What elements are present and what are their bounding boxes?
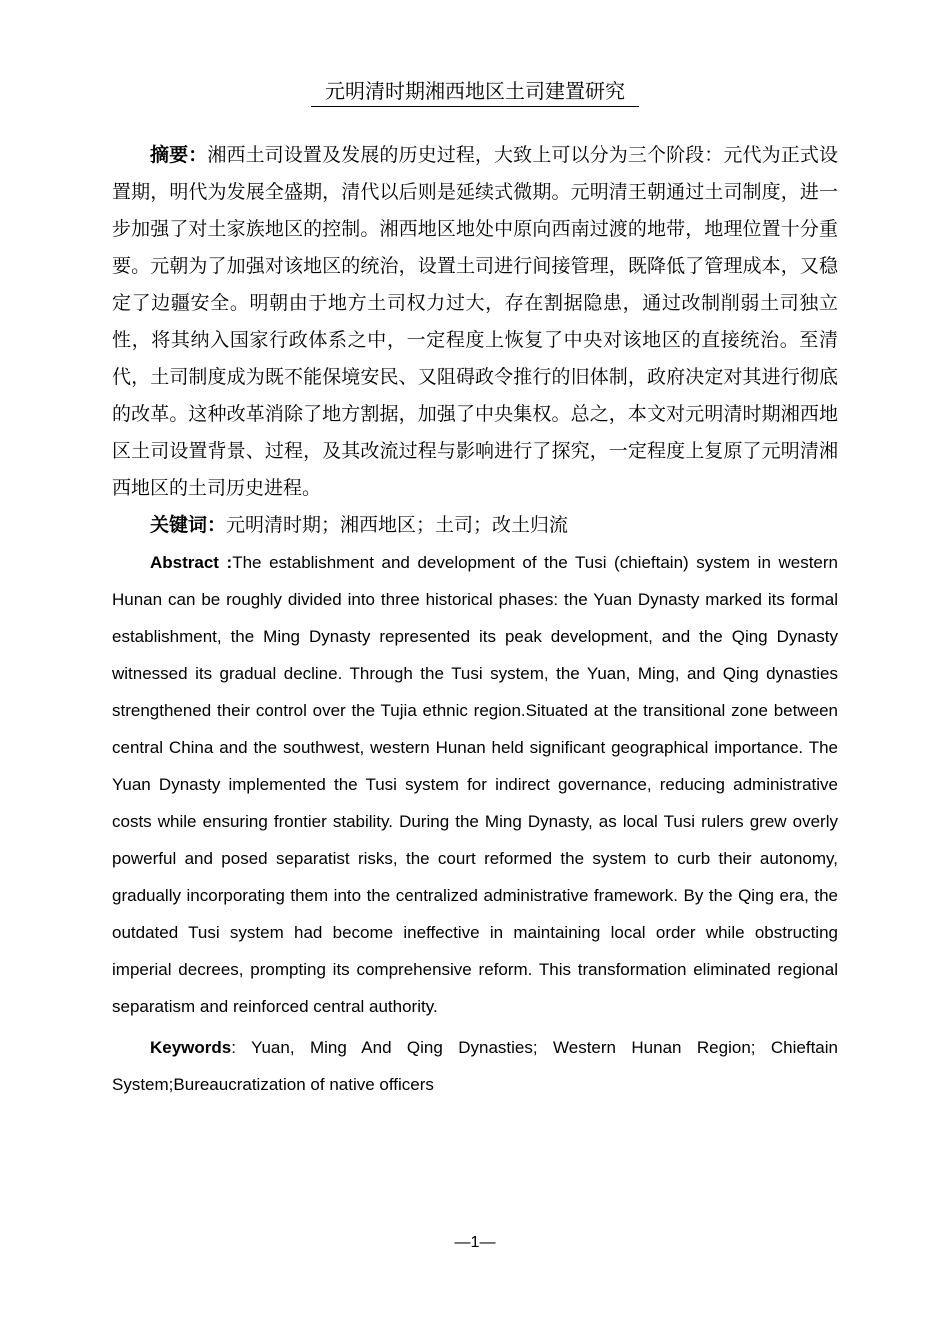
keywords-zh-label: 关键词： <box>150 515 227 536</box>
keywords-en-text: : Yuan, Ming And Qing Dynasties; Western Hunan Region; Chieftain System;Bureaucratization of native officers <box>112 1038 838 1094</box>
page-number: —1— <box>454 1234 496 1251</box>
page-title-text: 元明清时期湘西地区土司建置研究 <box>311 80 639 107</box>
abstract-zh-paragraph <box>112 137 838 507</box>
abstract-zh-text: 湘西土司设置及发展的历史过程，大致上可以分为三个阶段：元代为正式设置期，明代为发展全盛期，清代以后则是延续式微期。元明清王朝通过土司制度，进一步加强了对土家族地区的控制。湘西地区地处中原向西南过渡的地带，地理位置十分重要。元朝为了加强对该地区的统治，设置土司进行间接管理，既降低了管理成本，又稳定了边疆安全。明朝由于地方土司权力过大，存在割据隐患，通过改制削弱土司独立性，将其纳入国家行政体系之中，一定程度上恢复了中央对该地区的直接统治。至清代，土司制度成为既不能保境安民、又阻碍政令推行的旧体制，政府决定对其进行彻底的改革。这种改革消除了地方割据，加强了中央集权。总之，本文对元明清时期湘西地区土司设置背景、过程，及其改流过程与影响进行了探究，一定程度上复原了元明清湘西地区的土司历史进程。 <box>112 145 838 499</box>
abstract-en-text: The establishment and development of the Tusi (chieftain) system in western Hunan can be roughly divided into three historical phases: the Yuan Dynasty marked its formal establishment, the Ming Dynasty represented its peak development, and the Qing Dynasty witnessed its gradual decline. Through the Tusi system, the Yuan, Ming, and Qing dynasties strengthened their control over the Tujia ethnic region.Situated at the transitional zone between central China and the southwest, western Hunan held significant geographical importance. The Yuan Dynasty implemented the Tusi system for indirect governance, reducing administrative costs while ensuring frontier stability. During the Ming Dynasty, as local Tusi rulers grew overly powerful and posed separatist risks, the court reformed the system to curb their autonomy, gradually incorporating them into the centralized administrative framework. By the Qing era, the outdated Tusi system had become ineffective in maintaining local order while obstructing imperial decrees, prompting its comprehensive reform. This transformation eliminated regional separatism and reinforced central authority. <box>112 553 838 1016</box>
page-title <box>112 80 838 107</box>
abstract-en-label: Abstract : <box>150 553 233 572</box>
abstract-en-paragraph <box>112 544 838 1025</box>
keywords-en-paragraph <box>112 1029 838 1103</box>
keywords-zh-paragraph <box>112 507 838 544</box>
abstract-zh-label: 摘要： <box>150 145 208 166</box>
keywords-zh-text: 元明清时期；湘西地区；土司；改土归流 <box>226 515 569 536</box>
keywords-en-label: Keywords <box>150 1038 232 1057</box>
